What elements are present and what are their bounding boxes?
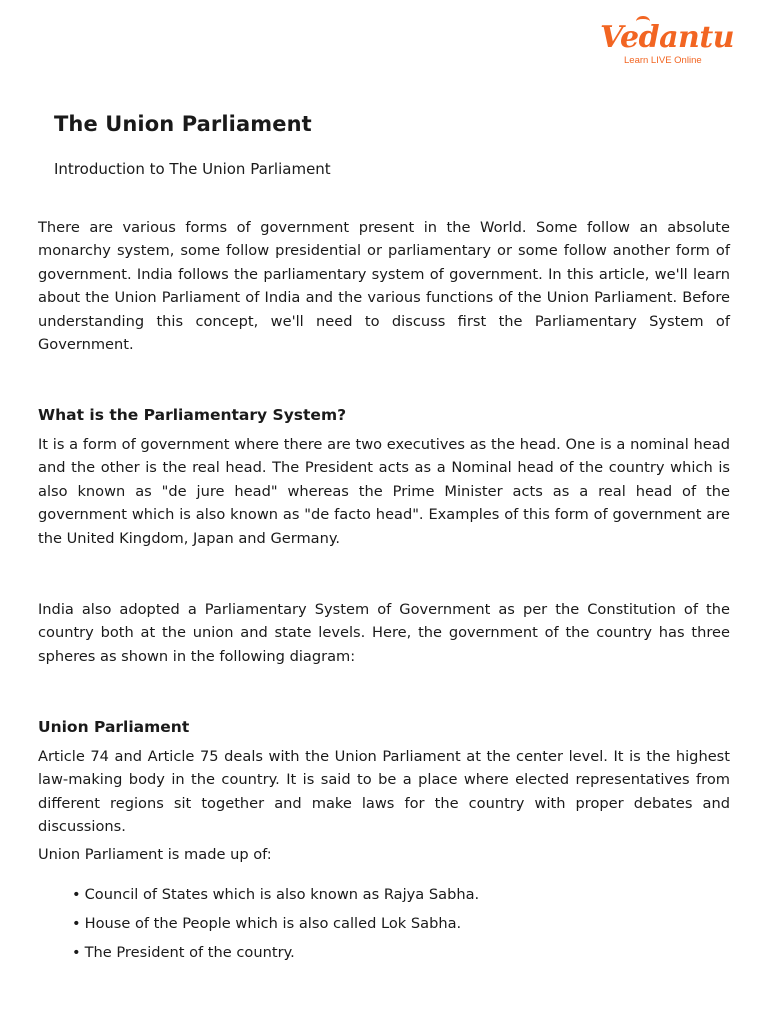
section-heading-union-parliament: Union Parliament: [38, 718, 190, 736]
paragraph-india-system: India also adopted a Parliamentary System of Government as per the Constitution of the country both at the union and state levels. Here, the government of the country has three spheres as shown in the following diagram:: [38, 601, 730, 665]
vedantu-logo: [600, 20, 735, 66]
paragraph-parliamentary-system: It is a form of government where there are two executives as the head. One is a nominal head and the other is the real head. The President acts as a Nominal head of the country which is also known as "de jure head" whereas the Prime Minister acts as a real head of the government which is also known as "de facto head". Examples of this form of government are the United Kingdom, Japan and Germany.: [38, 436, 730, 547]
bullet-icon: •: [72, 886, 81, 903]
page-title: The Union Parliament: [54, 112, 312, 136]
paragraph-intro: There are various forms of government present in the World. Some follow an absolute monarchy system, some follow presidential or parliamentary or some follow another form of government. India follows the parliamentary system of government. In this article, we'll learn about the Union Parliament of India and the various functions of the Union Parliament. Before understanding this concept, we'll need to discuss first the Parliamentary System of Government.: [38, 219, 730, 354]
logo-swoosh-icon: [636, 16, 650, 27]
list-intro: Union Parliament is made up of:: [38, 846, 272, 863]
list-item-text: House of the People which is also called Lok Sabha.: [84, 915, 462, 932]
bullet-icon: •: [72, 944, 81, 961]
intro-title: Introduction to The Union Parliament: [54, 160, 331, 178]
section-heading-parliamentary-system: What is the Parliamentary System?: [38, 406, 347, 424]
list-item-text: The President of the country.: [84, 944, 295, 961]
logo-tagline: Learn LIVE Online: [624, 55, 702, 66]
list-item: [72, 909, 479, 938]
logo-wordmark: Vedantu: [600, 20, 735, 55]
paragraph-union-parliament: Article 74 and Article 75 deals with the Union Parliament at the center level. It is the highest law-making body in the country. It is said to be a place where elected representatives from different regions sit together and make laws for the country with proper debates and discussions.: [38, 748, 730, 836]
composition-list: [72, 880, 479, 967]
list-item: [72, 880, 479, 909]
list-item: [72, 938, 479, 967]
bullet-icon: •: [72, 915, 81, 932]
list-item-text: Council of States which is also known as Rajya Sabha.: [84, 886, 480, 903]
